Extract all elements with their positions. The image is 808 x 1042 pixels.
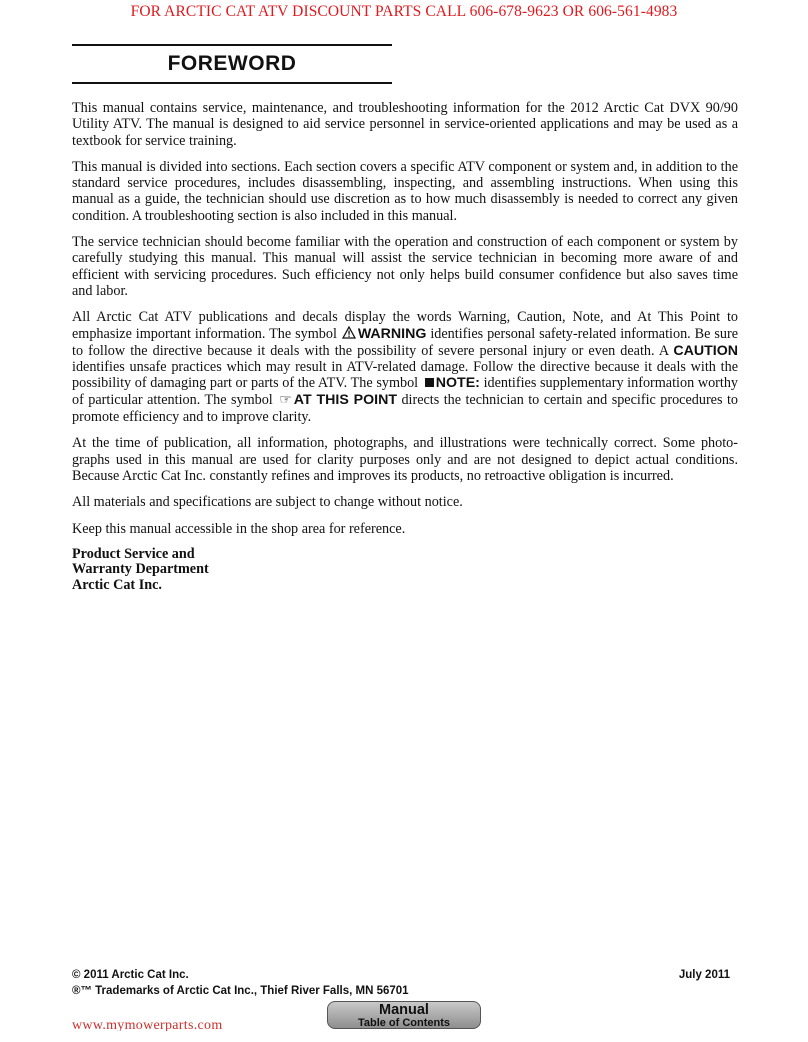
signature-line-1: Product Service and [72,545,195,562]
paragraph-sections: This manual is divided into sections. Each section covers a specific ATV component or system and, in addition to the standard service procedures, includes disassembling, inspecting, and assembling instructions. When using this manual as a guide, the technician should use discretion as to how much disassembly is needed to correct any given condition. A troubleshooting section is also included in this manual. [72,158,738,224]
note-label: NOTE: [435,375,480,392]
page-title: FOREWORD [167,52,297,75]
footer-line-1 [72,969,738,981]
symbols-text-c: identifies unsafe practices which may result in ATV-related damage. Follow the directive because it deals with the possibility of damaging part or parts of the ATV. The symbol [72,359,738,392]
toc-button-label: Table of Contents [357,1017,451,1029]
symbols-text-e: directs the technician to certain and specific procedures to promote efficiency and to improve clarity. [72,391,738,426]
manual-button-label: Manual [379,1002,429,1018]
warning-triangle-icon [342,326,356,343]
caution-label: CAUTION [673,342,739,359]
signature-line-2: Warranty Department [72,561,209,578]
copyright-text: © 2011 Arctic Cat Inc. [72,969,189,981]
publication-date: July 2011 [678,969,730,981]
foreword-body [72,100,738,593]
symbols-text-b: identifies personal safety-related information. Be sure to follow the directive because it deals with the possibility of severe personal injury or even death. A [72,325,738,359]
website-link[interactable]: www.mymowerparts.com [72,1018,223,1031]
paragraph-specifications: All materials and specifications are subject to change without notice. [72,494,463,511]
warning-label: WARNING [357,325,427,342]
symbols-text-a: All Arctic Cat ATV publications and decals display the words Warning, Caution, Note, and At This Point to emphasize important information. The symbol [72,309,738,342]
title-rule-top [72,44,392,46]
at-this-point-label: AT THIS POINT [293,391,397,408]
pointing-hand-icon: ☞ [279,392,292,408]
black-square-icon [425,378,434,387]
manual-table-of-contents-button[interactable] [327,1001,481,1029]
paragraph-symbols [72,309,738,425]
paragraph-publication: At the time of publication, all information, photographs, and illustrations were technically correct. Some photo-graphs used in this manual are used for clarity purposes only and are not designed to depict actual conditions. Because Arctic Cat Inc. constantly refines and improves its products, no retroactive obligation is incurred. [72,435,738,484]
title-rule-bottom [72,82,392,84]
paragraph-technician: The service technician should become familiar with the operation and construction of each component or system by carefully studying this manual. This manual will assist the service technician in becoming more aware of and efficient with servicing procedures. Such efficiency not only helps build consumer confidence but also saves time and labor. [72,234,738,299]
signature-block [72,547,738,594]
symbols-text-d: identifies supplementary information worthy of particular attention. The symbol [72,375,739,408]
top-banner: FOR ARCTIC CAT ATV DISCOUNT PARTS CALL 606-678-9623 OR 606-561-4983 [130,3,678,20]
footer-line-2 [72,985,738,997]
paragraph-accessibility: Keep this manual accessible in the shop area for reference. [72,520,406,537]
signature-line-3: Arctic Cat Inc. [72,576,162,593]
trademark-text: ®™ Trademarks of Arctic Cat Inc., Thief River Falls, MN 56701 [72,985,409,997]
paragraph-intro: This manual contains service, maintenance, and troubleshooting information for the 2012 Arctic Cat DVX 90/90 Utility ATV. The manual is designed to aid service personnel in service-oriented applications and may be used as a textbook for service training. [72,100,738,149]
